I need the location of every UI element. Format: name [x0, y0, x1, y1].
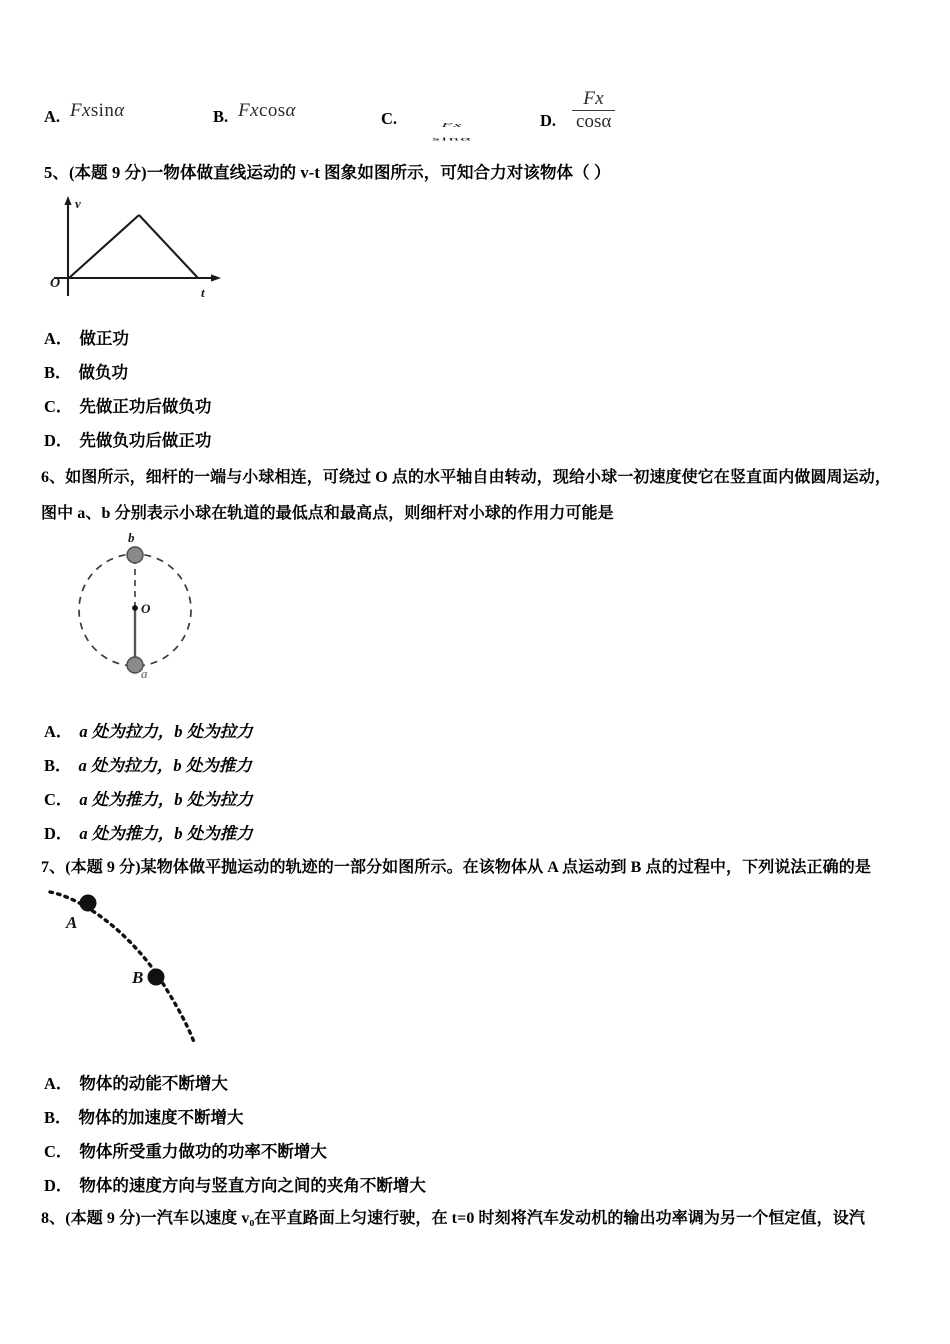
question-7-option-d[interactable]: D． 物体的速度方向与竖直方向之间的夹角不断增大 — [44, 1176, 426, 1195]
question-8-points: (本题 9 分) — [65, 1210, 141, 1227]
vt-rising-segment — [69, 215, 139, 278]
ball-b-label: b — [128, 530, 135, 545]
question-7-option-a[interactable]: A． 物体的动能不断增大 — [44, 1074, 228, 1093]
question-8-text: 一汽车以速度 v₀在平直路面上匀速行驶，在 t=0 时刻将汽车发动机的输出功率调为另一个恒定值，设汽 — [140, 1210, 865, 1227]
y-axis-label: v — [75, 196, 81, 211]
question-8-number: 8、 — [41, 1210, 66, 1227]
question-7-option-c[interactable]: C． 物体所受重力做功的功率不断增大 — [44, 1142, 327, 1161]
option-b-expression: Fxcosα — [238, 100, 296, 121]
question-8-stem — [41, 1209, 865, 1228]
vertical-circle-figure — [62, 528, 262, 688]
option-a-expression: Fxsinα — [70, 100, 125, 121]
question-5-number: 5、 — [44, 163, 69, 182]
vt-graph-svg — [46, 192, 231, 302]
question-6-stem-line2 — [41, 504, 614, 523]
question-7-stem — [41, 858, 871, 877]
ball-b — [127, 547, 143, 563]
question-7-number: 7、 — [41, 859, 66, 876]
point-a-label: A — [66, 913, 78, 932]
y-axis-arrow — [64, 196, 71, 205]
question-6-option-a[interactable]: A． a 处为拉力，b 处为拉力 — [44, 722, 253, 741]
question-5-option-d[interactable]: D． 先做负功后做正功 — [44, 431, 212, 450]
question-7-text: 某物体做平抛运动的轨迹的一部分如图所示。在该物体从 A 点运动到 B 点的过程中，下列说法正确的是 — [140, 859, 871, 876]
option-c-label: C. — [381, 109, 398, 128]
option-b-formula — [213, 95, 296, 127]
option-d-expression: $\frac{Fx}{\cos\alpha}$ — [572, 89, 615, 132]
fraction-bar-c — [429, 132, 476, 133]
question-7-points: (本题 9 分) — [65, 859, 141, 876]
option-a-formula — [44, 95, 125, 127]
projectile-trajectory-figure — [42, 884, 247, 1052]
question-5-option-a[interactable]: A． 做正功 — [44, 329, 129, 348]
option-d-formula — [540, 89, 615, 132]
question-5-option-c[interactable]: C． 先做正功后做负功 — [44, 397, 212, 416]
projectile-trajectory-svg — [42, 884, 247, 1052]
question-5-text: 一物体做直线运动的 v-t 图象如图所示，可知合力对该物体（ ） — [146, 163, 611, 182]
center-point — [132, 605, 138, 611]
vt-graph-figure — [46, 192, 231, 302]
point-b-marker — [148, 969, 165, 986]
question-6-option-b[interactable]: B． a 处为拉力，b 处为推力 — [44, 756, 252, 775]
x-axis-label: t — [201, 285, 205, 300]
origin-label: O — [50, 276, 61, 291]
point-b-label: B — [132, 968, 144, 987]
question-6-text-1: 如图所示，细杆的一端与小球相连，可绕过 O 点的水平轴自由转动，现给小球一初速度使它在竖直面内做圆周运动， — [65, 469, 891, 486]
question-6-text-2: 图中 a、b 分别表示小球在轨道的最低点和最高点，则细杆对小球的作用力可能是 — [41, 505, 614, 522]
center-label-o: O — [141, 601, 151, 616]
x-axis-arrow — [211, 274, 221, 281]
option-c-formula — [381, 97, 476, 154]
question-5-stem — [44, 163, 611, 183]
option-b-label: B. — [213, 107, 229, 126]
option-a-label: A. — [44, 107, 61, 126]
point-a-marker — [80, 895, 97, 912]
question-6-option-d[interactable]: D． a 处为推力，b 处为推力 — [44, 824, 253, 843]
question-5-points: (本题 9 分) — [68, 163, 147, 182]
ball-a-label: a — [141, 666, 148, 681]
question-7-option-b[interactable]: B． 物体的加速度不断增大 — [44, 1108, 244, 1127]
question-6-option-c[interactable]: C． a 处为推力，b 处为拉力 — [44, 790, 253, 809]
previous-question-options-row — [0, 88, 950, 150]
vt-falling-segment — [139, 215, 198, 278]
question-6-number: 6、 — [41, 469, 66, 486]
option-d-label: D. — [540, 111, 557, 130]
vertical-circle-svg — [62, 528, 262, 688]
option-c-expression: Fx sinα — [432, 121, 473, 142]
question-6-stem-line1 — [41, 468, 891, 487]
question-5-option-b[interactable]: B． 做负功 — [44, 363, 129, 382]
